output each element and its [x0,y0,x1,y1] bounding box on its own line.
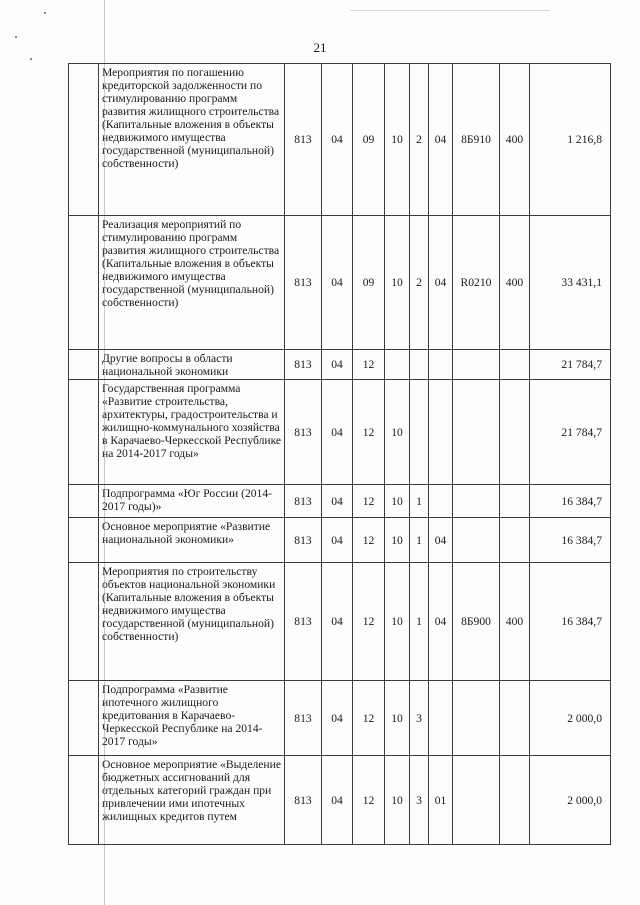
cell-event [429,350,453,380]
cell-rz: 04 [322,216,353,350]
cell-description: Подпрограмма «Развитие ипотечного жилищного кредитования в Карачаево-Черкесской Республике на 2014-2017 годы» [99,681,285,756]
cell-sum: 2 000,0 [530,756,611,845]
cell-direction [453,485,500,518]
cell-program: 10 [385,518,410,563]
cell-event: 04 [429,563,453,681]
cell-rz: 04 [322,350,353,380]
row-blank-cell [69,64,99,216]
cell-pr: 09 [353,216,385,350]
cell-pr: 12 [353,380,385,485]
cell-vr [500,485,530,518]
cell-rz: 04 [322,756,353,845]
cell-program [385,350,410,380]
scan-speck [15,36,17,38]
cell-program: 10 [385,563,410,681]
cell-ved: 813 [285,563,322,681]
cell-ved: 813 [285,64,322,216]
table-row [69,485,611,518]
cell-ved: 813 [285,756,322,845]
cell-event [429,681,453,756]
table-row [69,216,611,350]
scan-speck [30,58,32,60]
table-row [69,563,611,681]
cell-description: Другие вопросы в области национальной экономики [99,350,285,380]
cell-rz: 04 [322,64,353,216]
cell-subprogram: 2 [410,216,429,350]
cell-program: 10 [385,756,410,845]
row-blank-cell [69,563,99,681]
table-row [69,64,611,216]
budget-table [68,63,611,845]
cell-vr [500,756,530,845]
cell-sum: 2 000,0 [530,681,611,756]
table-row [69,518,611,563]
cell-ved: 813 [285,216,322,350]
budget-table-body [69,64,611,845]
cell-ved: 813 [285,485,322,518]
cell-sum: 16 384,7 [530,485,611,518]
cell-program: 10 [385,64,410,216]
cell-direction: 8Б900 [453,563,500,681]
cell-event: 04 [429,216,453,350]
cell-subprogram [410,350,429,380]
cell-vr: 400 [500,216,530,350]
cell-rz: 04 [322,485,353,518]
cell-direction [453,518,500,563]
cell-direction: 8Б910 [453,64,500,216]
cell-subprogram [410,380,429,485]
cell-direction [453,756,500,845]
cell-program: 10 [385,216,410,350]
row-blank-cell [69,380,99,485]
cell-event: 01 [429,756,453,845]
cell-ved: 813 [285,380,322,485]
cell-sum: 21 784,7 [530,350,611,380]
page-number: 21 [313,40,327,55]
cell-subprogram: 1 [410,485,429,518]
cell-vr [500,380,530,485]
cell-vr [500,518,530,563]
table-row [69,756,611,845]
cell-pr: 12 [353,563,385,681]
cell-rz: 04 [322,681,353,756]
table-row [69,350,611,380]
cell-ved: 813 [285,350,322,380]
cell-subprogram: 3 [410,681,429,756]
row-blank-cell [69,485,99,518]
row-blank-cell [69,756,99,845]
cell-vr [500,681,530,756]
cell-subprogram: 1 [410,518,429,563]
cell-direction [453,350,500,380]
row-blank-cell [69,518,99,563]
cell-description: Основное мероприятие «Развитие национальной экономики» [99,518,285,563]
cell-description: Основное мероприятие «Выделение бюджетных ассигнований для отдельных категорий граждан при привлечении ими ипотечных жилищных кредитов путем [99,756,285,845]
cell-pr: 12 [353,681,385,756]
cell-sum: 21 784,7 [530,380,611,485]
cell-description: Подпрограмма «Юг России (2014-2017 годы)» [99,485,285,518]
scan-speck [44,12,46,14]
cell-event [429,485,453,518]
cell-description: Мероприятия по строительству объектов национальной экономики (Капитальные вложения в объекты недвижимого имущества государственной (муниципальной) собственности) [99,563,285,681]
cell-direction [453,681,500,756]
cell-direction: R0210 [453,216,500,350]
cell-vr [500,350,530,380]
cell-rz: 04 [322,563,353,681]
cell-sum: 33 431,1 [530,216,611,350]
cell-pr: 12 [353,350,385,380]
cell-program: 10 [385,380,410,485]
cell-description: Государственная программа «Развитие строительства, архитектуры, градостроительства и жилищно-коммунального хозяйства в Карачаево-Черкесской Республике на 2014-2017 годы» [99,380,285,485]
cell-program: 10 [385,485,410,518]
cell-subprogram: 1 [410,563,429,681]
cell-pr: 12 [353,756,385,845]
cell-direction [453,380,500,485]
table-row [69,681,611,756]
cell-pr: 09 [353,64,385,216]
cell-pr: 12 [353,518,385,563]
cell-ved: 813 [285,518,322,563]
cell-description: Реализация мероприятий по стимулированию программ развития жилищного строительства (Капитальные вложения в объекты недвижимого имущества государственной (муниципальной) собственности) [99,216,285,350]
cell-event: 04 [429,518,453,563]
table-row [69,380,611,485]
cell-pr: 12 [353,485,385,518]
cell-sum: 16 384,7 [530,563,611,681]
cell-sum: 16 384,7 [530,518,611,563]
cell-rz: 04 [322,380,353,485]
cell-ved: 813 [285,681,322,756]
cell-event: 04 [429,64,453,216]
row-blank-cell [69,681,99,756]
cell-rz: 04 [322,518,353,563]
cell-subprogram: 2 [410,64,429,216]
cell-program: 10 [385,681,410,756]
cell-description: Мероприятия по погашению кредиторской задолженности по стимулированию программ развития жилищного строительства (Капитальные вложения в объекты недвижимого имущества государственной (муниципальной) собственности) [99,64,285,216]
row-blank-cell [69,216,99,350]
cell-vr: 400 [500,64,530,216]
row-blank-cell [69,350,99,380]
scan-top-rule [350,10,550,11]
cell-sum: 1 216,8 [530,64,611,216]
cell-vr: 400 [500,563,530,681]
cell-subprogram: 3 [410,756,429,845]
cell-event [429,380,453,485]
